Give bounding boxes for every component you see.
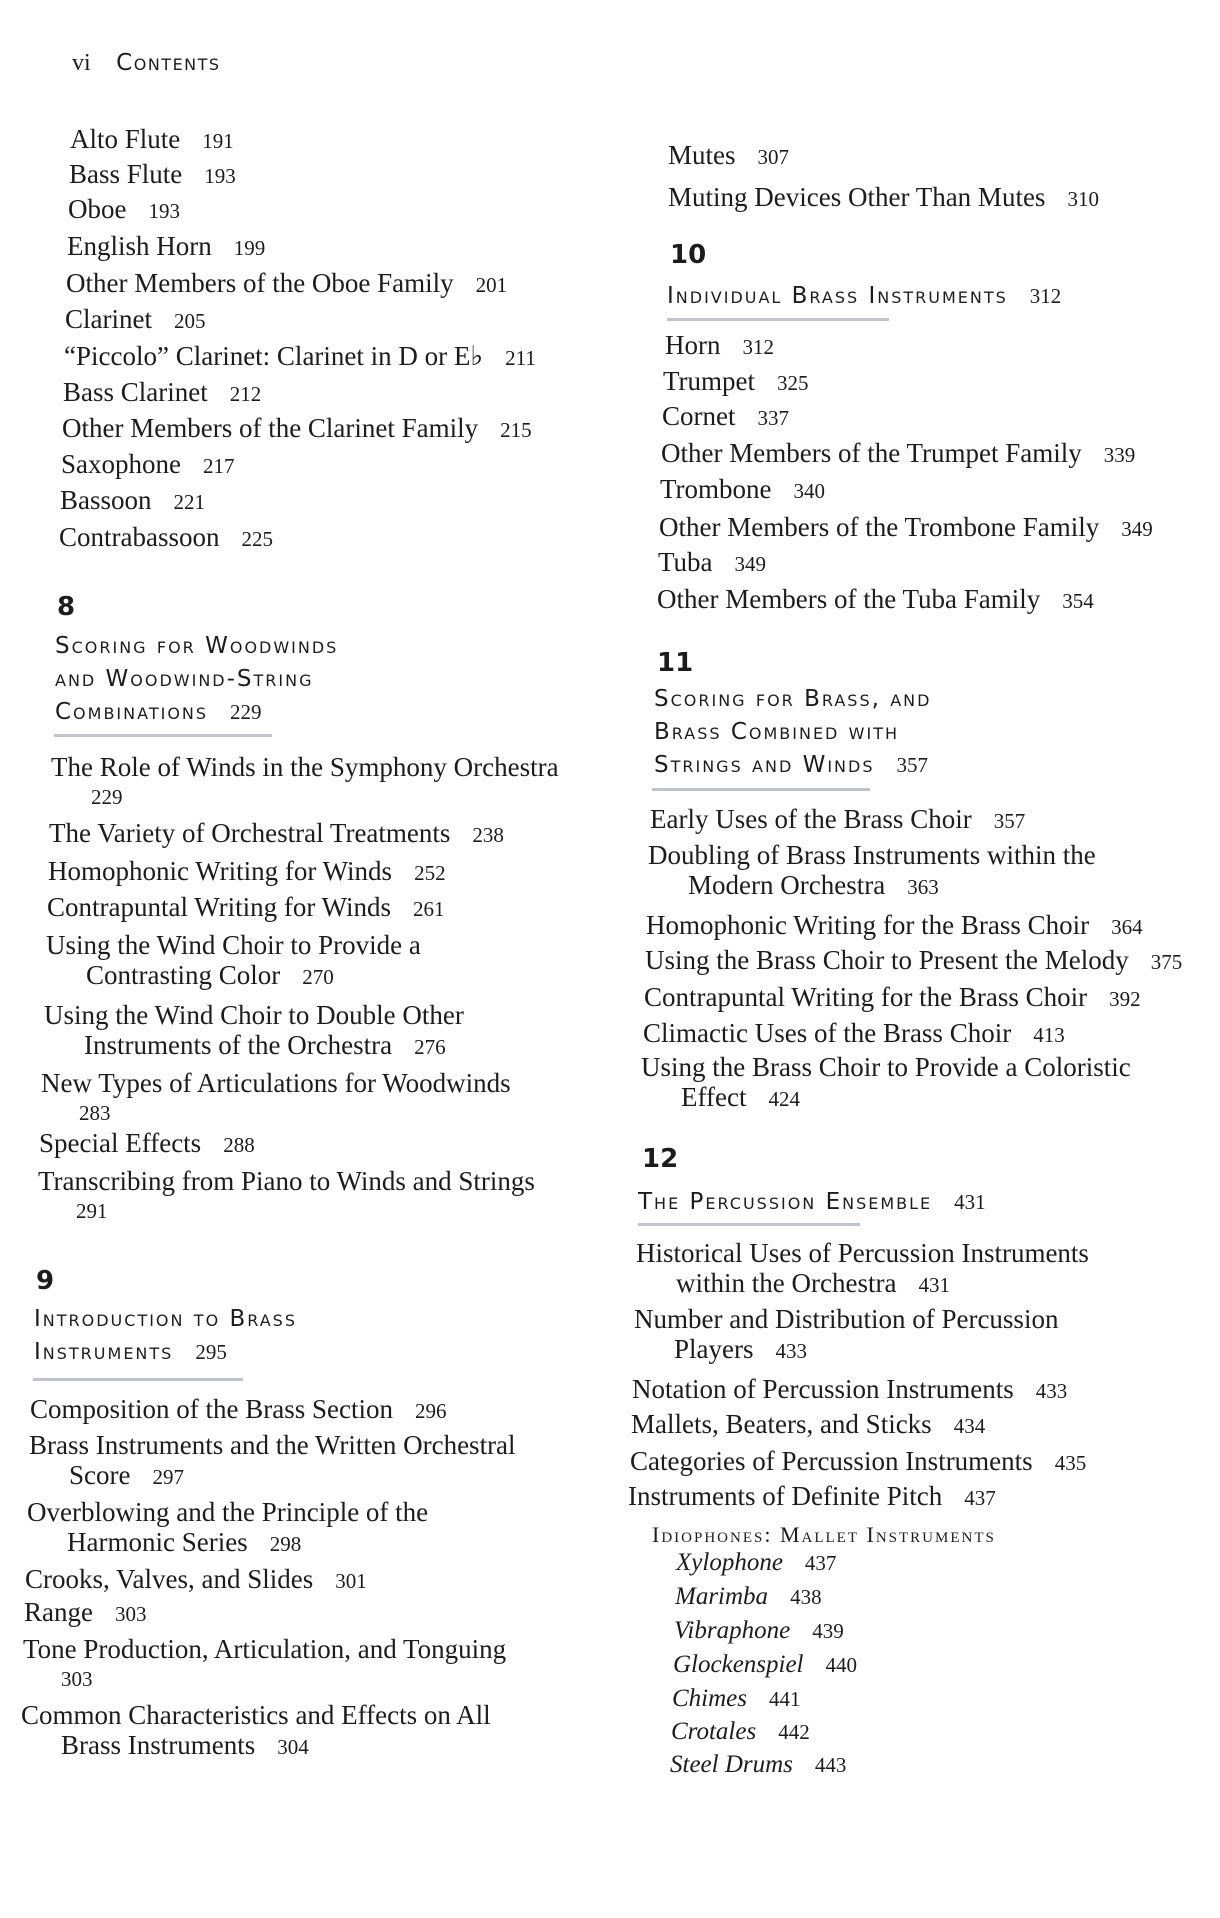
toc-entry[interactable]: Range 303: [24, 1597, 147, 1627]
toc-entry[interactable]: Mutes 307: [668, 140, 789, 170]
toc-entry[interactable]: Categories of Percussion Instruments 435: [630, 1446, 1087, 1476]
chapter-title[interactable]: Individual Brass Instruments 312: [667, 283, 1062, 309]
toc-entry[interactable]: English Horn 199: [67, 231, 266, 261]
toc-entry[interactable]: Composition of the Brass Section 296: [30, 1394, 447, 1424]
toc-subentry[interactable]: Chimes 441: [672, 1685, 801, 1712]
toc-entry[interactable]: Using the Brass Choir to Present the Melody 375: [645, 945, 1183, 975]
chapter-title[interactable]: Introduction to Brass Instruments 295: [34, 1306, 297, 1365]
toc-entry[interactable]: Other Members of the Trombone Family 349: [659, 512, 1153, 542]
toc-entry[interactable]: Other Members of the Oboe Family 201: [66, 268, 508, 298]
chapter-number: 9: [36, 1266, 55, 1296]
toc-entry[interactable]: Climactic Uses of the Brass Choir 413: [643, 1018, 1065, 1048]
toc-entry[interactable]: The Role of Winds in the Symphony Orchestra 229: [51, 752, 559, 809]
chapter-page: 431: [954, 1190, 986, 1214]
toc-entry[interactable]: Other Members of the Clarinet Family 215: [62, 413, 532, 443]
toc-entry[interactable]: Instruments of Definite Pitch 437: [628, 1481, 996, 1511]
chapter-page: 229: [230, 700, 262, 724]
toc-entry[interactable]: Trombone 340: [660, 474, 826, 504]
toc-subentry[interactable]: Vibraphone 439: [674, 1617, 844, 1644]
toc-subentry[interactable]: Steel Drums 443: [670, 1751, 847, 1778]
toc-entry[interactable]: Horn 312: [665, 330, 774, 360]
toc-entry[interactable]: Homophonic Writing for Winds 252: [48, 856, 446, 886]
toc-entry[interactable]: The Variety of Orchestral Treatments 238: [49, 818, 504, 848]
toc-entry[interactable]: Muting Devices Other Than Mutes 310: [668, 182, 1099, 212]
toc-entry[interactable]: Using the Brass Choir to Provide a Coloristic Effect 424: [641, 1052, 1131, 1112]
folio-page-number: vi: [72, 50, 91, 76]
running-head: [72, 50, 221, 77]
toc-entry[interactable]: Oboe 193: [68, 194, 180, 224]
toc-entry[interactable]: Bassoon 221: [60, 485, 206, 515]
toc-entry[interactable]: Special Effects 288: [39, 1128, 255, 1158]
toc-entry[interactable]: Historical Uses of Percussion Instruments within the Orchestra 431: [636, 1238, 1089, 1298]
toc-subentry[interactable]: Marimba 438: [675, 1583, 822, 1610]
chapter-number: 12: [642, 1144, 679, 1174]
toc-entry[interactable]: Contrabassoon 225: [59, 522, 273, 552]
toc-entry[interactable]: Homophonic Writing for the Brass Choir 364: [646, 910, 1143, 940]
toc-entry[interactable]: Other Members of the Tuba Family 354: [657, 584, 1094, 614]
toc-entry[interactable]: Crooks, Valves, and Slides 301: [25, 1564, 367, 1594]
toc-entry[interactable]: Brass Instruments and the Written Orchestral Score 297: [29, 1430, 516, 1490]
chapter-rule: [54, 734, 272, 737]
toc-entry[interactable]: Contrapuntal Writing for Winds 261: [47, 892, 445, 922]
toc-entry[interactable]: Common Characteristics and Effects on All Brass Instruments 304: [21, 1700, 491, 1760]
toc-entry[interactable]: New Types of Articulations for Woodwinds 283: [41, 1068, 511, 1125]
chapter-rule: [652, 788, 870, 791]
toc-entry[interactable]: Mallets, Beaters, and Sticks 434: [631, 1409, 986, 1439]
running-head-title: Contents: [116, 50, 221, 76]
toc-subentry[interactable]: Glockenspiel 440: [673, 1651, 858, 1678]
toc-entry[interactable]: Using the Wind Choir to Double Other Instruments of the Orchestra 276: [44, 1000, 464, 1060]
toc-entry[interactable]: Overblowing and the Principle of the Harmonic Series 298: [27, 1497, 429, 1557]
toc-entry[interactable]: Saxophone 217: [61, 449, 235, 479]
toc-entry[interactable]: Number and Distribution of Percussion Players 433: [634, 1304, 1059, 1364]
toc-entry[interactable]: Alto Flute 191: [70, 124, 234, 154]
chapter-number: 11: [657, 648, 694, 678]
chapter-number: 10: [670, 240, 707, 270]
toc-entry[interactable]: Cornet 337: [662, 401, 789, 431]
chapter-page: 312: [1029, 284, 1062, 308]
chapter-title[interactable]: The Percussion Ensemble 431: [638, 1189, 986, 1215]
toc-entry[interactable]: Trumpet 325: [663, 366, 809, 396]
chapter-number: 8: [57, 592, 76, 622]
chapter-rule: [638, 1223, 860, 1226]
chapter-rule: [33, 1378, 243, 1381]
toc-entry[interactable]: Bass Flute 193: [69, 159, 236, 189]
toc-entry[interactable]: Tuba 349: [658, 547, 767, 577]
toc-entry[interactable]: Notation of Percussion Instruments 433: [632, 1374, 1068, 1404]
chapter-rule: [667, 318, 889, 321]
section-subheading: Idiophones: Mallet Instruments: [652, 1522, 996, 1547]
toc-entry[interactable]: Using the Wind Choir to Provide a Contrasting Color 270: [46, 930, 421, 990]
toc-entry[interactable]: Early Uses of the Brass Choir 357: [650, 804, 1026, 834]
chapter-title[interactable]: Scoring for Brass, and Brass Combined with Strings and Winds 357: [654, 686, 932, 778]
toc-entry[interactable]: Tone Production, Articulation, and Tonguing 303: [23, 1634, 507, 1691]
toc-entry[interactable]: Transcribing from Piano to Winds and Strings 291: [38, 1166, 535, 1223]
chapter-title[interactable]: Scoring for Woodwinds and Woodwind-String Combinations 229: [55, 633, 339, 725]
toc-entry[interactable]: Doubling of Brass Instruments within the Modern Orchestra 363: [648, 840, 1096, 900]
toc-entry[interactable]: Other Members of the Trumpet Family 339: [661, 438, 1136, 468]
chapter-page: 357: [896, 753, 928, 777]
toc-entry[interactable]: Contrapuntal Writing for the Brass Choir 392: [644, 982, 1141, 1012]
toc-entry[interactable]: “Piccolo” Clarinet: Clarinet in D or E♭ 211: [64, 341, 536, 371]
chapter-page: 295: [195, 1340, 227, 1364]
toc-entry[interactable]: Bass Clarinet 212: [63, 377, 262, 407]
toc-entry[interactable]: Clarinet 205: [65, 304, 206, 334]
toc-subentry[interactable]: Crotales 442: [671, 1718, 810, 1745]
toc-subentry[interactable]: Xylophone 437: [676, 1549, 837, 1576]
